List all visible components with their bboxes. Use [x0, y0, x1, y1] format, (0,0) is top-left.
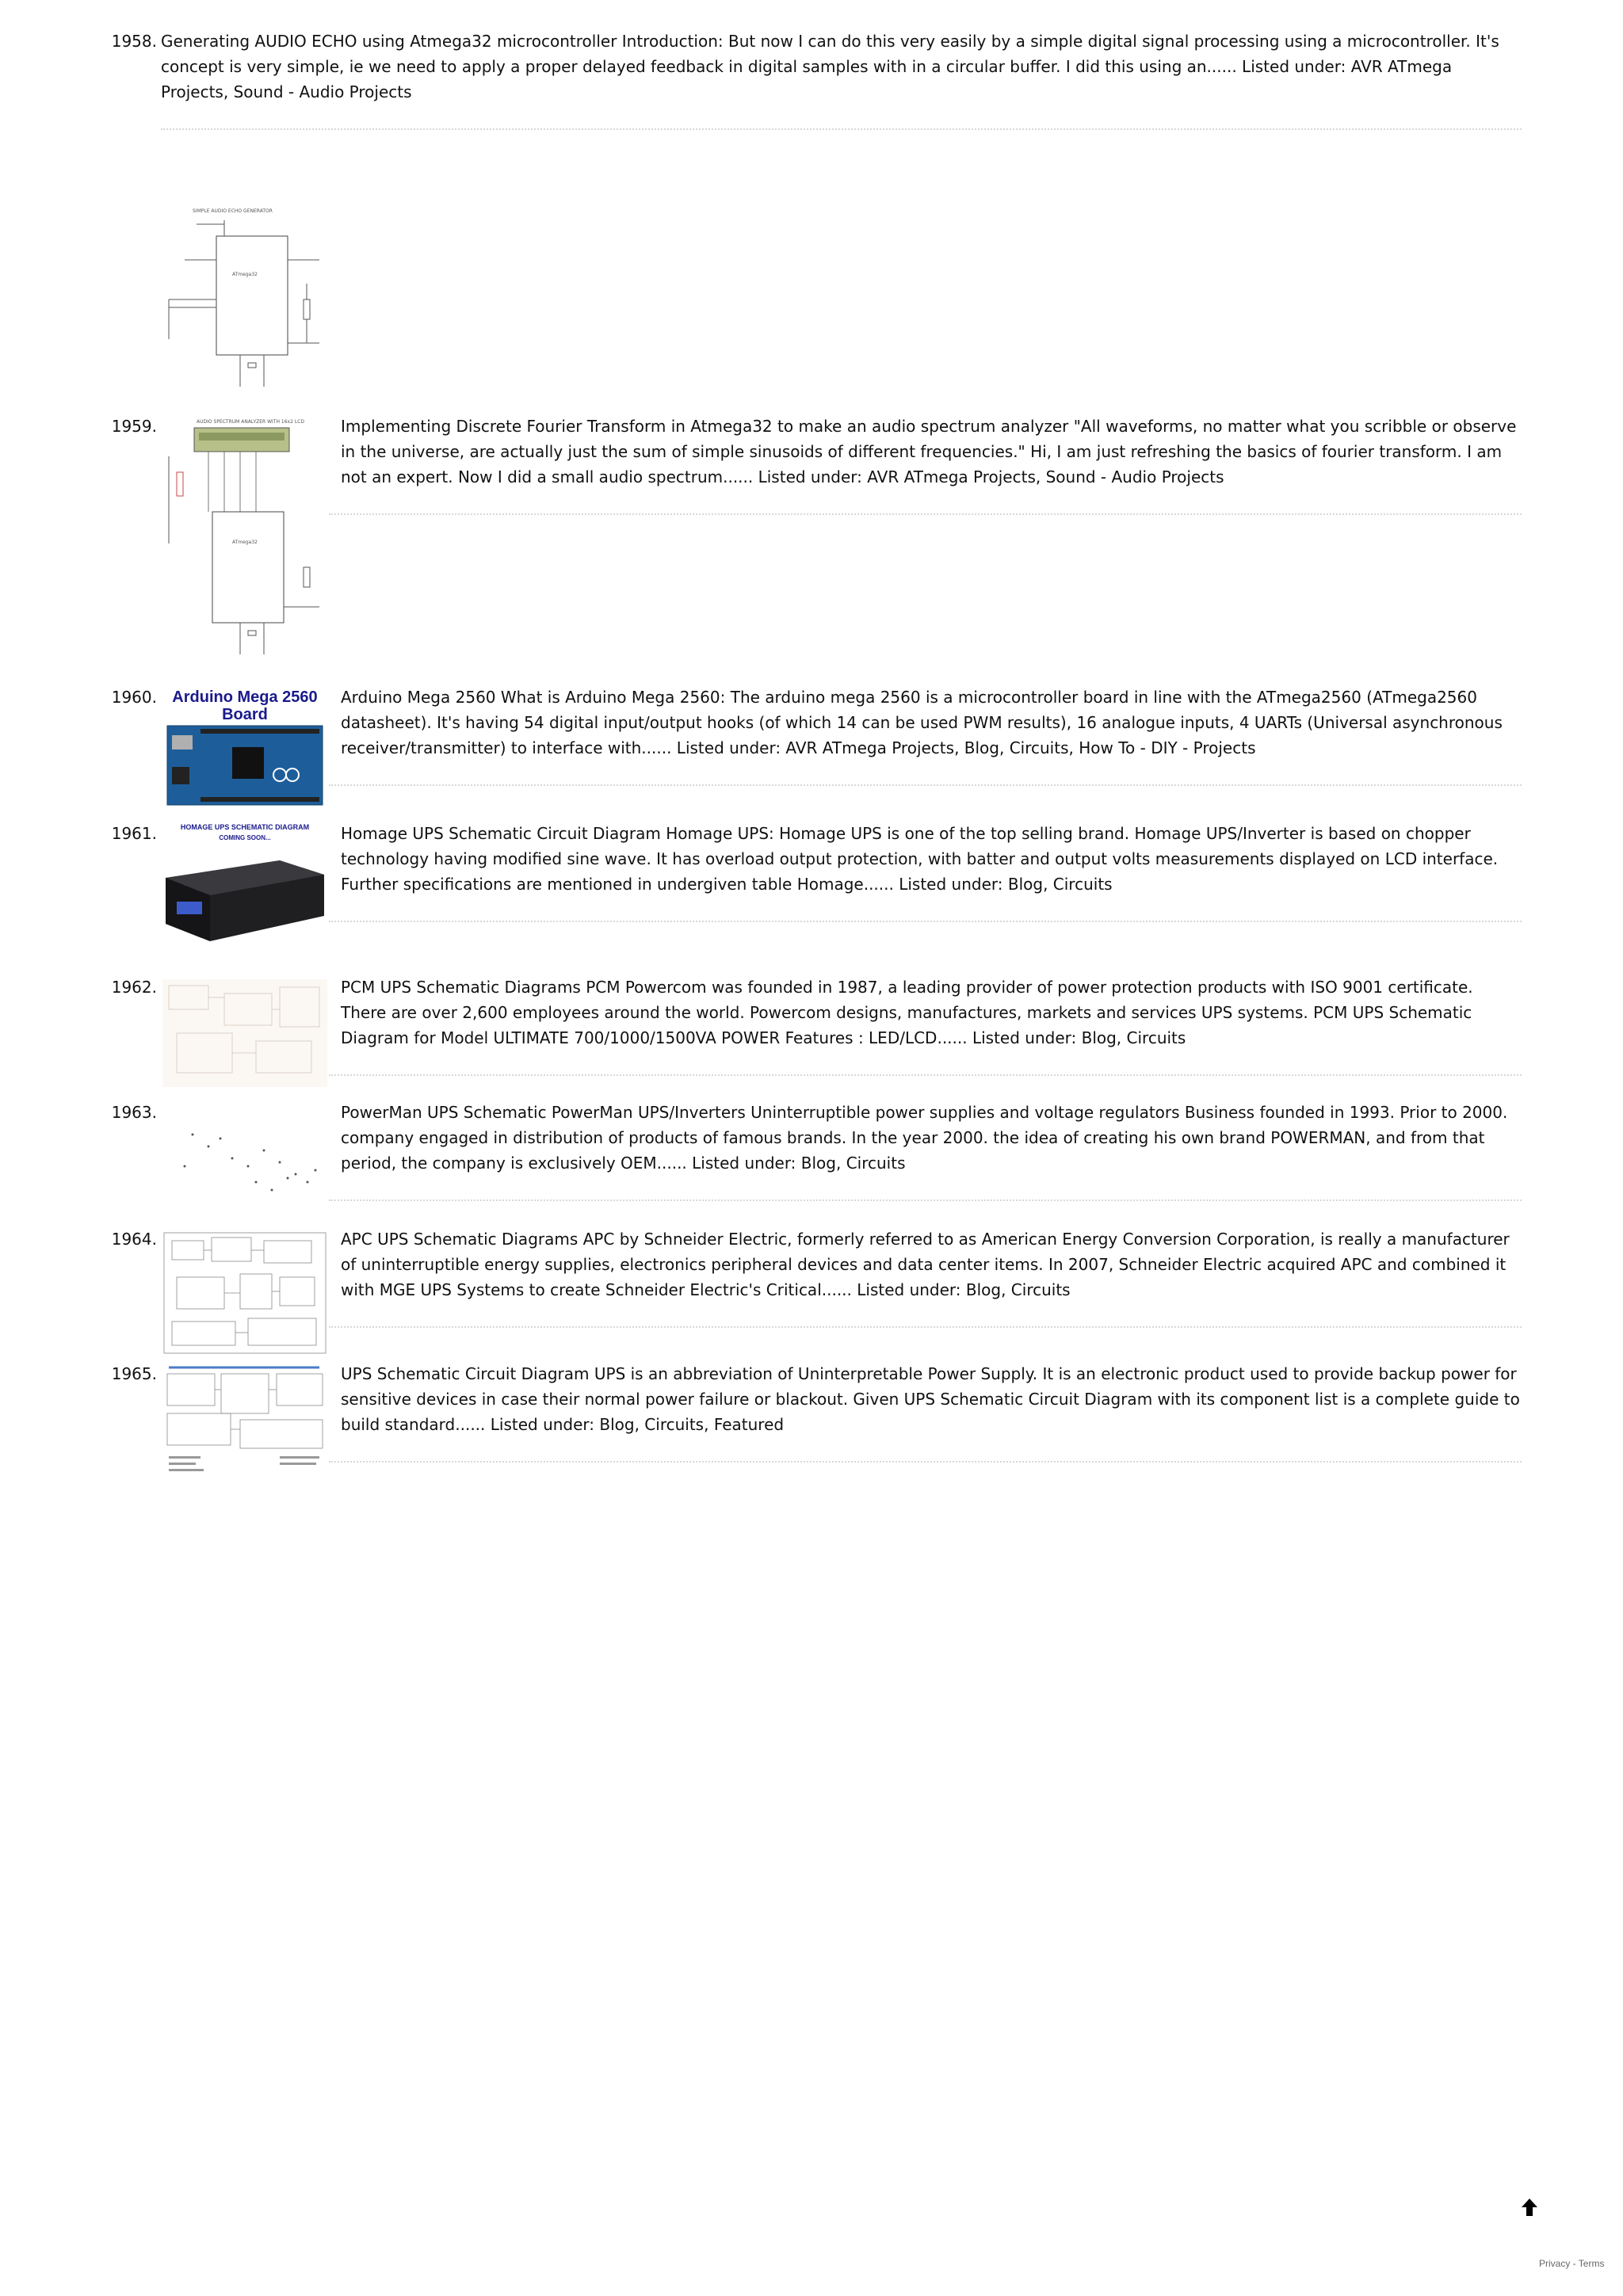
svg-text:ATmega32: ATmega32 — [232, 540, 258, 545]
item-description[interactable] — [341, 1100, 1522, 1176]
schematic-thumbnail — [161, 1103, 329, 1214]
thumb-title: Arduino Mega 2560 — [172, 688, 318, 706]
item-number: 1962. — [111, 978, 157, 997]
item-thumbnail[interactable] — [161, 822, 329, 965]
divider — [329, 784, 1522, 786]
item-link[interactable]: Arduino Mega 2560 What is Arduino Mega 2560: The arduino mega 2560 is a microcontroller board in line with the ATmega2560 (ATmega2560 datasheet). It's having 54 digital input/output hooks (of which 14 can be used PWM results), 16 analogue inputs, 4 UARTs (Universal asynchronous receiver/transmitter) to interface with...... Listed under: AVR ATmega Projects, Blog, Circuits, How To - DIY - Projects — [341, 688, 1503, 757]
svg-text:ATmega32: ATmega32 — [232, 272, 258, 277]
item-link[interactable]: Generating AUDIO ECHO using Atmega32 microcontroller Introduction: But now I can do this very easily by a simple digital signal processing using a microcontroller. It's concept is very simple, ie we need to apply a proper delayed feedback in digital samples with in a circular buffer. I did this using an...... Listed under: AVR ATmega Projects, Sound - Audio Projects — [161, 32, 1499, 101]
footer-separator: - — [1570, 2258, 1579, 2269]
schematic-thumbnail — [161, 1363, 329, 1482]
schematic-thumbnail — [161, 978, 329, 1089]
item-thumbnail[interactable] — [161, 1103, 329, 1214]
divider — [329, 513, 1522, 515]
divider — [329, 1199, 1522, 1201]
item-thumbnail[interactable] — [161, 417, 329, 670]
item-thumbnail[interactable] — [161, 688, 329, 807]
thumb-title: HOMAGE UPS SCHEMATIC DIAGRAM — [180, 823, 310, 831]
divider — [329, 921, 1522, 922]
thumb-caption: SIMPLE AUDIO ECHO GENERATOR — [193, 208, 273, 214]
item-number: 1963. — [111, 1103, 157, 1122]
item-description[interactable] — [161, 29, 1522, 105]
thumb-caption: AUDIO SPECTRUM ANALYZER WITH 16x2 LCD — [197, 419, 304, 425]
item-number: 1965. — [111, 1364, 157, 1383]
arrow-up-icon — [1521, 2198, 1538, 2217]
item-thumbnail[interactable] — [161, 1363, 329, 1482]
schematic-thumbnail — [161, 417, 329, 670]
item-description[interactable] — [341, 1361, 1522, 1437]
thumb-subtitle: COMING SOON... — [219, 834, 271, 841]
divider — [329, 1326, 1522, 1328]
item-description[interactable] — [341, 414, 1522, 490]
item-link[interactable]: PowerMan UPS Schematic PowerMan UPS/Inverters Uninterruptible power supplies and voltage regulators Business founded in 1993. Prior to 2000. company engaged in distribution of products of famous brands. In the year 2000. the idea of creating his own brand POWERMAN, and from that period, the company is exclusively OEM...... Listed under: Blog, Circuits — [341, 1103, 1508, 1173]
item-number: 1961. — [111, 824, 157, 843]
privacy-link[interactable]: Privacy — [1539, 2258, 1571, 2269]
schematic-thumbnail — [161, 1230, 329, 1356]
item-number: 1964. — [111, 1230, 157, 1249]
item-thumbnail[interactable] — [161, 204, 329, 402]
item-number: 1960. — [111, 688, 157, 707]
ups-unit-thumbnail — [161, 822, 329, 965]
item-link[interactable]: UPS Schematic Circuit Diagram UPS is an abbreviation of Uninterpretable Power Supply. It is an electronic product used to provide backup power for sensitive devices in case their normal power failure or blackout. Given UPS Schematic Circuit Diagram with its component list is a complete guide to build standard...... Listed under: Blog, Circuits, Featured — [341, 1364, 1520, 1434]
item-description[interactable] — [341, 685, 1522, 761]
item-number: 1958. — [111, 32, 157, 51]
item-link[interactable]: Implementing Discrete Fourier Transform in Atmega32 to make an audio spectrum analyzer "All waveforms, no matter what you scribble or observe in the universe, are actually just the sum of simple sinusoids of different frequencies." Hi, I am just refreshing the basics of fourier transform. I am not an expert. Now I did a small audio spectrum...... Listed under: AVR ATmega Projects, Sound - Audio Projects — [341, 417, 1517, 486]
divider — [329, 1074, 1522, 1076]
item-description[interactable] — [341, 821, 1522, 897]
back-to-top-button[interactable] — [1515, 2193, 1544, 2222]
divider — [329, 1461, 1522, 1463]
thumb-subtitle: Board — [222, 706, 268, 723]
item-link[interactable]: Homage UPS Schematic Circuit Diagram Homage UPS: Homage UPS is one of the top selling brand. Homage UPS/Inverter is based on chopper technology having modified sine wave. It has overload output protection, with batter and output volts measurements displayed on LCD interface. Further specifications are mentioned in undergiven table Homage...... Listed under: Blog, Circuits — [341, 824, 1499, 894]
item-thumbnail[interactable] — [161, 1230, 329, 1356]
item-link[interactable]: APC UPS Schematic Diagrams APC by Schneider Electric, formerly referred to as American Energy Conversion Corporation, is really a manufacturer of uninterruptible energy supplies, electronics peripheral devices and data center items. In 2007, Schneider Electric acquired APC and combined it with MGE UPS Systems to create Schneider Electric's Critical...... Listed under: Blog, Circuits — [341, 1230, 1510, 1299]
arduino-board-thumbnail — [161, 688, 329, 807]
terms-link[interactable]: Terms — [1578, 2258, 1605, 2269]
item-description[interactable] — [341, 1226, 1522, 1302]
item-description[interactable] — [341, 974, 1522, 1051]
item-thumbnail[interactable] — [161, 978, 329, 1089]
footer-links — [1539, 2258, 1604, 2269]
divider — [161, 128, 1522, 130]
schematic-thumbnail — [161, 204, 329, 402]
item-number: 1959. — [111, 417, 157, 436]
item-link[interactable]: PCM UPS Schematic Diagrams PCM Powercom was founded in 1987, a leading provider of power protection products with ISO 9001 certificate. There are over 2,600 employees around the world. Powercom designs, manufactures, markets and services UPS systems. PCM UPS Schematic Diagram for Model ULTIMATE 700/1000/1500VA POWER Features : LED/LCD...... Listed under: Blog, Circuits — [341, 978, 1473, 1047]
